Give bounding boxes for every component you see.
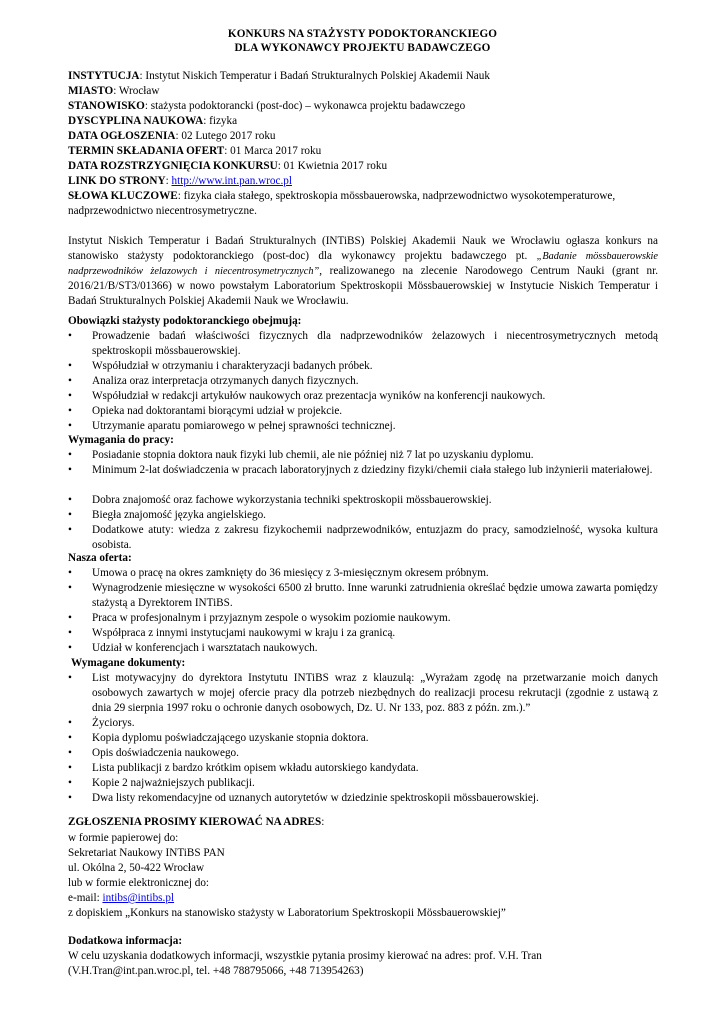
field-link: LINK DO STRONY: http://www.int.pan.wroc.pl <box>68 175 292 187</box>
list-item: • Prowadzenie badań właściwości fizycznych dla nadprzewodników żelazowych i niecentrosymetrycznych metodą spektroskopii mössbauerowskiej. <box>68 330 658 357</box>
title-line-2: DLA WYKONAWCY PROJEKTU BADAWCZEGO <box>234 42 491 54</box>
bullet-icon: • <box>68 330 72 342</box>
title-line-1: KONKURS NA STAŻYSTY PODOKTORANCKIEGO <box>227 28 498 40</box>
bullet-icon: • <box>68 627 72 639</box>
bullet-icon: • <box>68 717 72 729</box>
field-dyscyplina: DYSCYPLINA NAUKOWA: fizyka <box>68 115 238 127</box>
list-item: • Opieka nad doktorantami biorącymi udział w projekcie. <box>68 405 343 417</box>
field-stanowisko: STANOWISKO: stażysta podoktorancki (post-doc) – wykonawca projektu badawczego <box>68 100 466 112</box>
documents-heading: Wymagane dokumenty: <box>71 657 186 669</box>
list-item: • Analiza oraz interpretacja otrzymanych danych fizycznych. <box>68 375 359 387</box>
field-data-ogloszenia: DATA OGŁOSZENIA: 02 Lutego 2017 roku <box>68 130 276 142</box>
field-termin-ofert: TERMIN SKŁADANIA OFERT: 01 Marca 2017 roku <box>68 145 322 157</box>
list-item: • List motywacyjny do dyrektora Instytutu INTiBS wraz z klauzulą: „Wyrażam zgodę na przetwarzanie moich danych osobowych zawartych w mojej ofercie pracy dla potrzeb niezbędnych do realizacji procesu rekrutacji (zgodnie z ustawą z dnia 29 sierpnia 1997 roku o ochronie danych osobowych, Dz. U. Nr 133, poz. 883 z późn. zm.).” <box>68 672 658 714</box>
list-item: • Biegła znajomość języka angielskiego. <box>68 509 266 521</box>
list-item: • Udział w konferencjach i warsztatach naukowych. <box>68 642 318 654</box>
bullet-icon: • <box>68 747 72 759</box>
address-line: ul. Okólna 2, 50-422 Wrocław <box>68 862 205 874</box>
field-slowa-kluczowe-cont: nadprzewodnictwo niecentrosymetryczne. <box>68 205 257 217</box>
bullet-icon: • <box>68 494 72 506</box>
list-item: • Wynagrodzenie miesięczne w wysokości 6500 zł brutto. Inne warunki zatrudnienia określać będzie umowa zawarta pomiędzy stażystą a Dyrektorem INTiBS. <box>68 582 658 609</box>
list-item: • Utrzymanie aparatu pomiarowego w pełnej sprawności technicznej. <box>68 420 396 432</box>
bullet-icon: • <box>68 732 72 744</box>
bullet-icon: • <box>68 375 72 387</box>
bullet-icon: • <box>68 509 72 521</box>
bullet-icon: • <box>68 642 72 654</box>
list-item: • Posiadanie stopnia doktora nauk fizyki lub chemii, ale nie później niż 7 lat po uzyskaniu dyplomu. <box>68 449 534 461</box>
address-line: Sekretariat Naukowy INTiBS PAN <box>68 847 225 859</box>
extra-info-heading: Dodatkowa informacja: <box>68 935 183 947</box>
bullet-icon: • <box>68 405 72 417</box>
list-item: • Dobra znajomość oraz fachowe wykorzystania techniki spektroskopii mössbauerowskiej. <box>68 494 492 506</box>
bullet-icon: • <box>68 360 72 372</box>
bullet-icon: • <box>68 777 72 789</box>
bullet-icon: • <box>68 464 72 476</box>
address-email-line: e-mail: intibs@intibs.pl <box>68 892 175 904</box>
extra-info-line: W celu uzyskania dodatkowych informacji, wszystkie pytania prosimy kierować na adres: prof. V.H. Tran <box>68 950 542 962</box>
list-item: • Praca w profesjonalnym i przyjaznym zespole o wysokim poziomie naukowym. <box>68 612 451 624</box>
field-miasto: MIASTO: Wrocław <box>68 85 160 97</box>
website-link[interactable]: http://www.int.pan.wroc.pl <box>171 175 292 187</box>
list-item: • Kopie 2 najważniejszych publikacji. <box>68 777 255 789</box>
list-item: • Dwa listy rekomendacyjne od uznanych autorytetów w dziedzinie spektroskopii mössbauerowskiej. <box>68 792 539 804</box>
list-item: • Opis doświadczenia naukowego. <box>68 747 239 759</box>
address-heading: ZGŁOSZENIA PROSIMY KIEROWAĆ NA ADRES: <box>68 816 325 828</box>
field-instytucja: INSTYTUCJA: Instytut Niskich Temperatur i Badań Strukturalnych Polskiej Akademii Nauk <box>68 70 490 82</box>
duties-heading: Obowiązki stażysty podoktoranckiego obejmują: <box>68 315 302 327</box>
list-item: • Minimum 2-lat doświadczenia w pracach laboratoryjnych z dziedziny fizyki/chemii ciała stałego lub inżynierii materiałowej. <box>68 464 653 476</box>
intro-paragraph: Instytut Niskich Temperatur i Badań Strukturalnych (INTiBS) Polskiej Akademii Nauk we Wrocławiu ogłasza konkurs na stanowisko stażysty podoktoranckiego (post-doc) dla wykonawcy projektu badawczego pt. „Badanie mössbauerowskie nadprzewodników żelazowych i niecentrosymetrycznych”, realizowanego na zlecenie Narodowego Centrum Nauki (grant nr. 2016/21/B/ST3/01366) w nowo powstałym Laboratorium Spektroskopii Mössbauerowskiej w Instytucie Niskich Temperatur i Badań Strukturalnych Polskiej Akademii Nauk we Wrocławiu. <box>68 235 658 307</box>
bullet-icon: • <box>68 567 72 579</box>
email-link[interactable]: intibs@intibs.pl <box>102 892 175 904</box>
bullet-icon: • <box>68 612 72 624</box>
bullet-icon: • <box>68 672 72 684</box>
list-item: • Kopia dyplomu poświadczającego uzyskanie stopnia doktora. <box>68 732 369 744</box>
list-item: • Współpraca z innymi instytucjami naukowymi w kraju i za granicą. <box>68 627 396 639</box>
requirements-heading: Wymagania do pracy: <box>68 434 174 446</box>
list-item: • Umowa o pracę na okres zamknięty do 36 miesięcy z 3-miesięcznym okresem próbnym. <box>68 567 489 579</box>
bullet-icon: • <box>68 792 72 804</box>
address-line: lub w formie elektronicznej do: <box>68 877 210 889</box>
bullet-icon: • <box>68 390 72 402</box>
address-line: w formie papierowej do: <box>68 832 179 844</box>
list-item: • Lista publikacji z bardzo krótkim opisem wkładu autorskiego kandydata. <box>68 762 419 774</box>
extra-info-line: (V.H.Tran@int.pan.wroc.pl, tel. +48 788795066, +48 713954263) <box>68 965 364 977</box>
list-item: • Dodatkowe atuty: wiedza z zakresu fizykochemii nadprzewodników, entuzjazm do pracy, samodzielność, wysoka kultura osobista. <box>68 524 658 551</box>
offer-heading: Nasza oferta: <box>68 552 132 564</box>
bullet-icon: • <box>68 524 72 536</box>
list-item: • Współudział w otrzymaniu i charakteryzacji badanych próbek. <box>68 360 373 372</box>
address-line: z dopiskiem „Konkurs na stanowisko stażysty w Laboratorium Spektroskopii Mössbauerowskiej” <box>68 907 506 919</box>
field-data-rozstrzygniecia: DATA ROZSTRZYGNIĘCIA KONKURSU: 01 Kwietnia 2017 roku <box>68 160 388 172</box>
bullet-icon: • <box>68 449 72 461</box>
bullet-icon: • <box>68 420 72 432</box>
bullet-icon: • <box>68 762 72 774</box>
list-item: • Życiorys. <box>68 717 135 729</box>
field-slowa-kluczowe: SŁOWA KLUCZOWE: fizyka ciała stałego, spektroskopia mössbauerowska, nadprzewodnictwo wysokotemperaturowe, <box>68 190 616 202</box>
list-item: • Współudział w redakcji artykułów naukowych oraz prezentacja wyników na konferencji naukowych. <box>68 390 546 402</box>
bullet-icon: • <box>68 582 72 594</box>
